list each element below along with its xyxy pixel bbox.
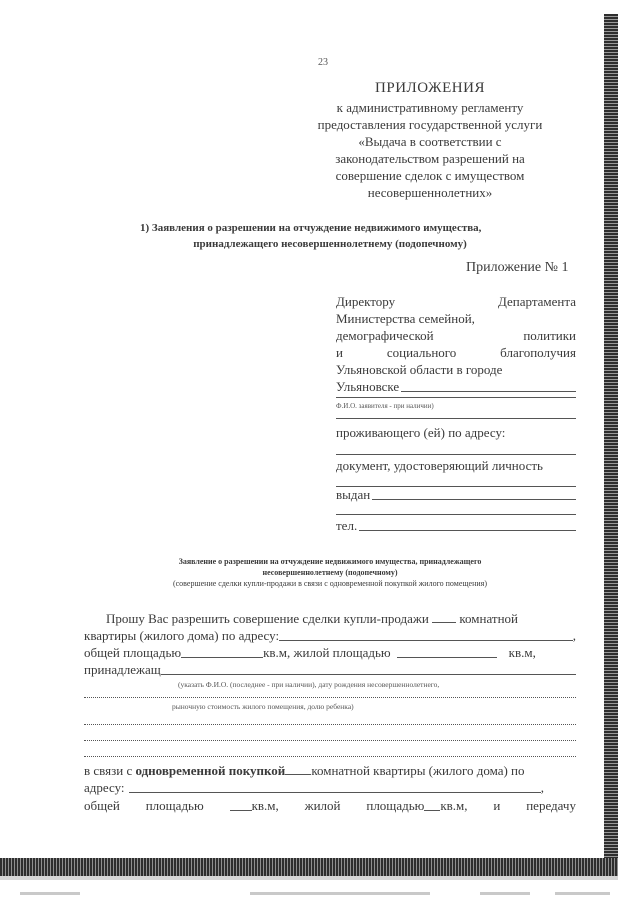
body-line-6: адресу: ,: [84, 780, 544, 795]
header-line: законодательством разрешений на: [335, 151, 525, 166]
body-text: принадлежащ: [84, 662, 161, 677]
body-blank-line: [84, 756, 576, 757]
body-text: площадью: [366, 798, 425, 813]
statement-title: [100, 556, 560, 589]
header-line: предоставления государственной услуги: [317, 117, 543, 132]
statement-title-line: Заявление о разрешении на отчуждение недвижимого имущества, принадлежащего: [178, 557, 482, 566]
body-line-2: квартиры (жилого дома) по адресу: ,: [84, 628, 576, 643]
header-line: «Выдача в соответствии с: [358, 134, 502, 149]
scan-edge-bottom: [0, 858, 618, 876]
issued-line: [372, 499, 576, 500]
phone-row: [336, 517, 576, 534]
owner-blank: [161, 674, 576, 675]
page-number: 23: [318, 57, 328, 68]
fio-line-3: [336, 418, 576, 419]
body-text: жилой: [304, 798, 341, 813]
body-line-7: [84, 797, 576, 814]
body-text: передачу: [526, 798, 576, 813]
body-text: площадью: [145, 798, 204, 813]
statement-title-note: (совершение сделки купли-продажи в связи с одновременной покупкой жилого помещения): [172, 579, 488, 588]
body-text: кв.м,: [251, 798, 279, 813]
scan-edge-light: [0, 876, 618, 880]
addressee-line: Ульяновской области в городе: [336, 362, 503, 377]
body-text: кв.м,: [440, 798, 468, 813]
body-text: кв.м,: [508, 645, 536, 660]
body-line-5: [84, 762, 525, 779]
residing-label: проживающего (ей) по адресу:: [336, 425, 506, 440]
issued-label: выдан: [336, 487, 371, 502]
section-heading-line2: принадлежащего несовершеннолетнему (подопечному): [193, 238, 467, 250]
body-text: квартиры (жилого дома) по адресу:: [84, 628, 280, 643]
body-text: в связи с: [84, 763, 133, 778]
fio-caption: Ф.И.О. заявителя - при наличии): [336, 402, 434, 410]
rooms-blank: [432, 621, 456, 623]
addressee-word: и: [336, 345, 343, 360]
body-text: и: [493, 798, 501, 813]
issued-line-2: [336, 514, 576, 515]
scan-noise: [250, 892, 430, 895]
rooms-blank-2: [285, 773, 311, 775]
header-title: ПРИЛОЖЕНИЯ: [375, 80, 485, 96]
document-label: документ, удостоверяющий личность: [336, 458, 543, 473]
addressee-word: благополучия: [500, 345, 576, 360]
scan-noise: [555, 892, 610, 895]
body-line-1: [106, 610, 518, 627]
phone-label: тел.: [336, 518, 358, 533]
section-heading-line1: 1) Заявления о разрешении на отчуждение недвижимого имущества,: [140, 222, 482, 234]
body-text: Прошу Вас разрешить совершение сделки купли-продажи: [106, 611, 429, 626]
addressee-block: [336, 293, 576, 395]
address-blank: [279, 640, 573, 641]
addressee-word: Департамента: [497, 294, 576, 309]
body-text-bold: одновременной покупкой: [135, 763, 286, 778]
scan-noise: [480, 892, 530, 895]
address-line: [336, 454, 576, 455]
body-line-4: [84, 661, 576, 678]
addressee-line: Министерства семейной,: [336, 311, 475, 326]
total-area-blank: [181, 657, 263, 658]
header-line: совершение сделок с имуществом: [335, 168, 525, 183]
body-text: общей: [84, 798, 120, 813]
address-blank-2: [129, 792, 541, 793]
body-blank-line: [84, 740, 576, 741]
addressee-word: Директору: [336, 294, 396, 309]
header-line: к административному регламенту: [336, 100, 524, 115]
fio-line-2: [336, 397, 576, 398]
area-blank: [230, 810, 252, 811]
living-area-blank: [397, 657, 497, 658]
owner-caption: (указать Ф.И.О. (последнее - при наличии), дату рождения несовершеннолетнего,: [178, 680, 440, 689]
statement-title-line: несовершеннолетнему (подопечному): [262, 568, 398, 577]
header-line: несовершеннолетних»: [367, 185, 493, 200]
appendix-number: Приложение № 1: [466, 260, 569, 275]
body-text: комнатной квартиры (жилого дома) по: [311, 763, 525, 778]
addressee-word: социального: [386, 345, 457, 360]
addressee-city: Ульяновске: [336, 379, 400, 394]
body-blank-line: [84, 697, 576, 698]
body-text: комнатной: [459, 611, 518, 626]
scan-noise: [20, 892, 80, 895]
value-caption: рыночную стоимость жилого помещения, долю ребенка): [172, 702, 354, 711]
fio-line: [401, 391, 576, 392]
addressee-word: политики: [523, 328, 576, 343]
issued-row: [336, 486, 576, 503]
body-text: адресу:: [84, 780, 125, 795]
body-blank-line: [84, 724, 576, 725]
body-text: общей площадью: [84, 645, 182, 660]
body-line-3: [84, 644, 576, 661]
appendix-header: [300, 80, 560, 201]
scan-edge-right: [604, 14, 618, 872]
addressee-word: демографической: [336, 328, 434, 343]
body-text: кв.м, жилой площадью: [263, 645, 391, 660]
area-blank: [424, 810, 440, 811]
phone-line: [359, 530, 576, 531]
